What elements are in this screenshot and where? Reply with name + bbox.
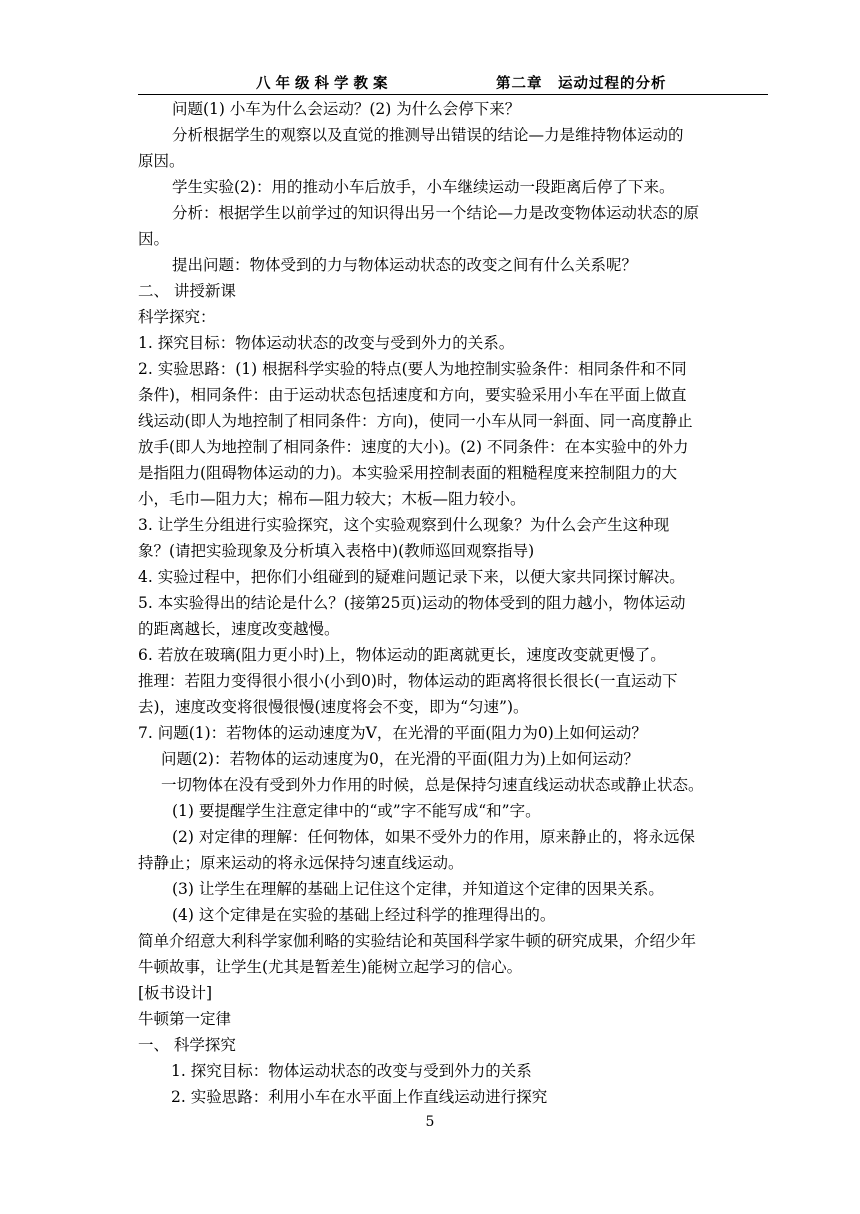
text-line: [板书设计] [138, 984, 213, 1002]
page-number: 5 [425, 1114, 435, 1130]
text-line: 象？(请把实验现象及分析填入表格中)(教师巡回观察指导) [138, 542, 535, 560]
text-line: (3) 让学生在理解的基础上记住这个定律，并知道这个定律的因果关系。 [172, 880, 664, 898]
text-line: 去)，速度改变将很慢很慢(速度将会不变，即为“匀速”)。 [138, 698, 529, 716]
text-line: 持静止；原来运动的将永远保持匀速直线运动。 [138, 854, 464, 872]
text-line: 分析根据学生的观察以及直觉的推测导出错误的结论—力是维持物体运动的 [172, 126, 684, 144]
text-line: 2. 实验思路：利用小车在水平面上作直线运动进行探究 [171, 1088, 548, 1106]
text-line: 1. 探究目标：物体运动状态的改变与受到外力的关系 [171, 1062, 532, 1080]
text-line: 是指阻力(阻碍物体运动的力)。本实验采用控制表面的粗糙程度来控制阻力的大 [138, 464, 678, 482]
text-line: 6. 若放在玻璃(阻力更小时)上，物体运动的距离就更长，速度改变就更慢了。 [138, 646, 666, 664]
text-line: (4) 这个定律是在实验的基础上经过科学的推理得出的。 [172, 906, 556, 924]
header-left-title: 八年级科学教案 [256, 75, 393, 92]
text-line: 提出问题：物体受到的力与物体运动状态的改变之间有什么关系呢？ [172, 256, 638, 274]
text-line: 一、 科学探究 [138, 1036, 236, 1054]
text-line: 放手(即人为地控制了相同条件：速度的大小)。(2) 不同条件：在本实验中的外力 [138, 438, 689, 456]
text-line: 推理：若阻力变得很小很小(小到0)时，物体运动的距离将很长很长(一直运动下 [138, 672, 678, 690]
text-line: 问题(2)：若物体的运动速度为0，在光滑的平面(阻力为)上如何运动？ [161, 750, 639, 768]
text-line: 问题(1) 小车为什么会运动？(2) 为什么会停下来？ [172, 100, 521, 118]
text-line: 1. 探究目标：物体运动状态的改变与受到外力的关系。 [138, 334, 515, 352]
text-line: 牛顿故事，让学生(尤其是暂差生)能树立起学习的信心。 [138, 958, 523, 976]
text-line: 分析：根据学生以前学过的知识得出另一个结论—力是改变物体运动状态的原 [172, 204, 700, 222]
text-line: 5. 本实验得出的结论是什么？(接第25页)运动的物体受到的阻力越小，物体运动 [138, 594, 686, 612]
text-line: 因。 [138, 230, 170, 248]
text-line: 一切物体在没有受到外力作用的时候，总是保持匀速直线运动状态或静止状态。 [161, 776, 704, 794]
text-line: 3. 让学生分组进行实验探究，这个实验观察到什么现象？为什么会产生这种现 [138, 516, 670, 534]
text-line: 牛顿第一定律 [138, 1010, 232, 1028]
text-line: 4. 实验过程中，把你们小组碰到的疑难问题记录下来，以便大家共同探讨解决。 [138, 568, 685, 586]
text-line: 线运动(即人为地控制了相同条件：方向)，使同一小车从同一斜面、同一高度静止 [138, 412, 693, 430]
text-line: 学生实验(2)：用的推动小车后放手，小车继续运动一段距离后停了下来。 [172, 178, 675, 196]
text-line: 简单介绍意大利科学家伽利略的实验结论和英国科学家牛顿的研究成果，介绍少年 [138, 932, 697, 950]
text-line: 的距离越长，速度改变越慢。 [138, 620, 340, 638]
page-header [138, 72, 768, 95]
text-line: 二、 讲授新课 [138, 282, 236, 300]
text-line: 2. 实验思路：(1) 根据科学实验的特点(要人为地控制实验条件：相同条件和不同 [138, 360, 687, 378]
text-line: 小，毛巾—阻力大；棉布—阻力较大；木板—阻力较小。 [138, 490, 526, 508]
text-line: 科学探究： [138, 308, 216, 326]
text-line: 条件)，相同条件：由于运动状态包括速度和方向，要实验采用小车在平面上做直 [138, 386, 687, 404]
document-body [138, 96, 768, 1110]
header-chapter-title: 第二章 运动过程的分析 [496, 75, 667, 92]
text-line: 原因。 [138, 152, 185, 170]
text-line: (1) 要提醒学生注意定律中的“或”字不能写成“和”字。 [172, 802, 541, 820]
text-line: (2) 对定律的理解：任何物体，如果不受外力的作用，原来静止的，将永远保 [172, 828, 695, 846]
text-line: 7. 问题(1)：若物体的运动速度为V，在光滑的平面(阻力为0)上如何运动？ [138, 724, 647, 742]
